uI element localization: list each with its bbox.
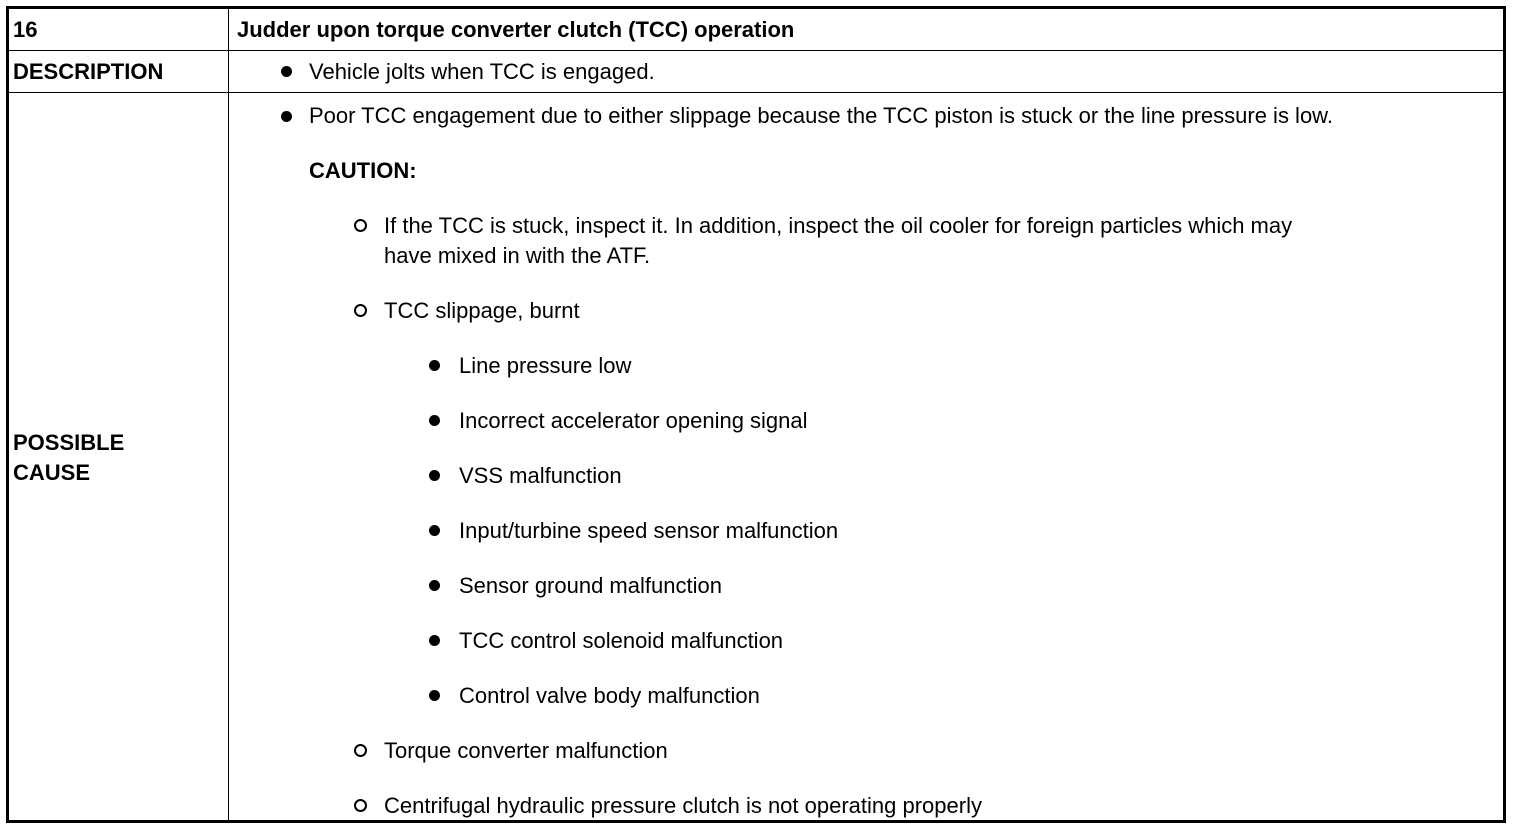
slippage-item: TCC slippage, burnt [384,298,580,323]
item-title: Judder upon torque converter clutch (TCC) operation [237,17,795,42]
item-number: 16 [13,17,38,42]
bullet-icon [429,415,440,426]
slippage-subitem: Incorrect accelerator opening signal [459,408,808,433]
bullet-icon [429,690,440,701]
slippage-subitem: VSS malfunction [459,463,622,488]
centrifugal-item: Centrifugal hydraulic pressure clutch is not operating properly [384,793,982,818]
caution-item-line1: If the TCC is stuck, inspect it. In addition, inspect the oil cooler for foreign particles which may [384,213,1293,238]
bullet-icon [281,66,292,77]
hollow-bullet-icon [354,744,367,757]
troubleshooting-table [6,6,1506,823]
slippage-subitem: Line pressure low [459,353,632,378]
bullet-icon [429,580,440,591]
possible-cause-label [13,428,225,488]
caution-item-line2: have mixed in with the ATF. [384,243,651,268]
hollow-bullet-icon [354,219,367,232]
bullet-icon [429,635,440,646]
description-row [9,51,1503,93]
torque-converter-item: Torque converter malfunction [384,738,668,763]
bullet-icon [429,360,440,371]
possible-cause-row [9,93,1503,820]
slippage-subitem: TCC control solenoid malfunction [459,628,784,653]
bullet-icon [281,111,292,122]
slippage-subitem: Input/turbine speed sensor malfunction [459,518,839,543]
bullet-icon [429,470,440,481]
possible-cause-label-line2: CAUSE [13,460,91,485]
slippage-subitem: Control valve body malfunction [459,683,760,708]
hollow-bullet-icon [354,304,367,317]
slippage-subitem: Sensor ground malfunction [459,573,722,598]
main-cause-item: Poor TCC engagement due to either slippage because the TCC piston is stuck or the line pressure is low. [309,103,1333,128]
header-row [9,9,1503,51]
caution-label: CAUTION: [309,158,417,183]
description-item: Vehicle jolts when TCC is engaged. [309,59,655,84]
bullet-icon [429,525,440,536]
description-label: DESCRIPTION [13,59,164,84]
hollow-bullet-icon [354,799,367,812]
possible-cause-label-line1: POSSIBLE [13,430,125,455]
